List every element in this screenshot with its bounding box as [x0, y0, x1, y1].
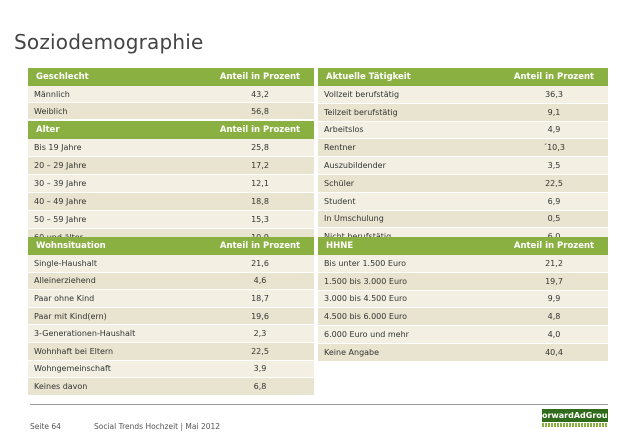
table-row [28, 325, 314, 343]
row-label: Schüler [324, 178, 355, 188]
header-value-label: Anteil in Prozent [513, 241, 595, 251]
row-label: 20 – 29 Jahre [34, 161, 87, 170]
table-row [318, 326, 608, 344]
table-row [28, 361, 314, 379]
table-row [28, 103, 314, 120]
row-label: 40 – 49 Jahre [34, 197, 87, 206]
table-geschlecht [28, 68, 314, 120]
table-row [28, 211, 314, 229]
row-label: Student [324, 196, 356, 206]
row-value: 4,0 [547, 330, 561, 340]
row-label: 4.500 bis 6.000 Euro [324, 312, 408, 322]
row-value: 2,3 [253, 329, 267, 339]
table-header [318, 68, 608, 86]
row-label: Keines davon [34, 381, 88, 391]
row-value: 19,7 [545, 276, 563, 286]
table-row [28, 139, 314, 157]
table-row [28, 157, 314, 175]
header-label: HHNE [326, 241, 354, 251]
row-label: 1.500 bis 3.000 Euro [324, 276, 408, 286]
row-label: Männlich [34, 89, 70, 99]
row-label: Keine Angabe [324, 347, 380, 357]
row-label: Alleinerziehend [34, 276, 96, 286]
footer-divider [30, 404, 608, 405]
table-row [318, 175, 608, 193]
table-row [318, 193, 608, 211]
row-label: Paar ohne Kind [34, 293, 95, 303]
row-value: 22,5 [545, 178, 563, 188]
table-aktuelle-taetigkeit [318, 68, 608, 246]
row-value: 21,6 [251, 258, 269, 268]
row-value: 40,4 [545, 347, 563, 357]
header-label: Geschlecht [36, 72, 89, 82]
row-label: Weiblich [34, 106, 68, 116]
table-header [28, 121, 314, 139]
table-row [318, 308, 608, 326]
row-label: 3-Generationen-Haushalt [34, 329, 136, 339]
header-label: Aktuelle Tätigkeit [326, 72, 411, 82]
row-value: 21,2 [545, 258, 563, 268]
table-row [318, 255, 608, 273]
row-label: Arbeitslos [324, 125, 364, 135]
row-value: 12,1 [251, 179, 269, 188]
table-hhne [318, 237, 608, 362]
row-value: 56,8 [251, 106, 269, 116]
row-value: 4,6 [253, 276, 267, 286]
row-value: 9,1 [547, 107, 561, 117]
row-value: 15,3 [251, 215, 269, 224]
row-value: 3,5 [547, 161, 561, 171]
page-title: Soziodemographie [14, 30, 204, 54]
row-value: 17,2 [251, 161, 269, 170]
table-row [318, 86, 608, 104]
table-header [318, 237, 608, 255]
row-value: 6,8 [253, 381, 267, 391]
row-label: Paar mit Kind(ern) [34, 311, 107, 321]
header-value-label: Anteil in Prozent [219, 241, 301, 251]
table-row [318, 291, 608, 309]
table-row [318, 122, 608, 140]
table-row [318, 139, 608, 157]
table-row [28, 343, 314, 361]
row-label: Bis 19 Jahre [34, 143, 82, 152]
row-value: 18,8 [251, 197, 269, 206]
row-label: Single-Haushalt [34, 258, 97, 268]
table-row [28, 193, 314, 211]
row-value: 22,5 [251, 346, 269, 356]
row-value: 18,7 [251, 293, 269, 303]
row-label: 50 – 59 Jahre [34, 215, 87, 224]
row-label: Rentner [324, 143, 356, 153]
row-label: Teilzeit berufstätig [324, 107, 398, 117]
row-label: Bis unter 1.500 Euro [324, 258, 407, 268]
row-value: 25,8 [251, 143, 269, 152]
table-row [28, 175, 314, 193]
brand-logo: ForwardAdGroup [536, 411, 614, 420]
table-row [318, 104, 608, 122]
table-row [28, 273, 314, 291]
table-header [28, 68, 314, 86]
row-label: Auszubildender [324, 161, 386, 171]
header-label: Wohnsituation [36, 241, 106, 251]
table-row [28, 290, 314, 308]
row-value: 4,8 [547, 312, 561, 322]
header-value-label: Anteil in Prozent [219, 72, 301, 82]
row-value: 0,5 [547, 214, 561, 224]
header-value-label: Anteil in Prozent [513, 72, 595, 82]
table-header [28, 237, 314, 255]
row-value: ´10,3 [543, 143, 565, 153]
table-row [318, 273, 608, 291]
row-label: 30 – 39 Jahre [34, 179, 87, 188]
row-label: Vollzeit berufstätig [324, 89, 400, 99]
row-value: 3,9 [253, 364, 267, 374]
row-value: 36,3 [545, 89, 563, 99]
row-label: 6.000 Euro und mehr [324, 330, 409, 340]
row-value: 4,9 [547, 125, 561, 135]
row-value: 43,2 [251, 89, 269, 99]
row-value: 19,6 [251, 311, 269, 321]
table-row [318, 211, 608, 229]
header-label: Alter [36, 125, 60, 135]
table-row [28, 308, 314, 326]
page-number: Seite 64 [30, 422, 61, 431]
table-row [28, 378, 314, 396]
table-row [318, 344, 608, 362]
table-row [28, 255, 314, 273]
row-label: Wohngemeinschaft [34, 364, 111, 374]
row-label: In Umschulung [324, 214, 384, 224]
brand-logo-stripe [542, 423, 608, 427]
row-label: Wohnhaft bei Eltern [34, 346, 114, 356]
header-value-label: Anteil in Prozent [219, 125, 301, 135]
table-row [28, 86, 314, 103]
row-value: 6,9 [547, 196, 561, 206]
row-value: 9,9 [547, 294, 561, 304]
table-row [318, 157, 608, 175]
row-label: 3.000 bis 4.500 Euro [324, 294, 408, 304]
footer-source: Social Trends Hochzeit | Mai 2012 [94, 422, 221, 431]
table-wohnsituation [28, 237, 314, 396]
table-alter [28, 121, 314, 247]
